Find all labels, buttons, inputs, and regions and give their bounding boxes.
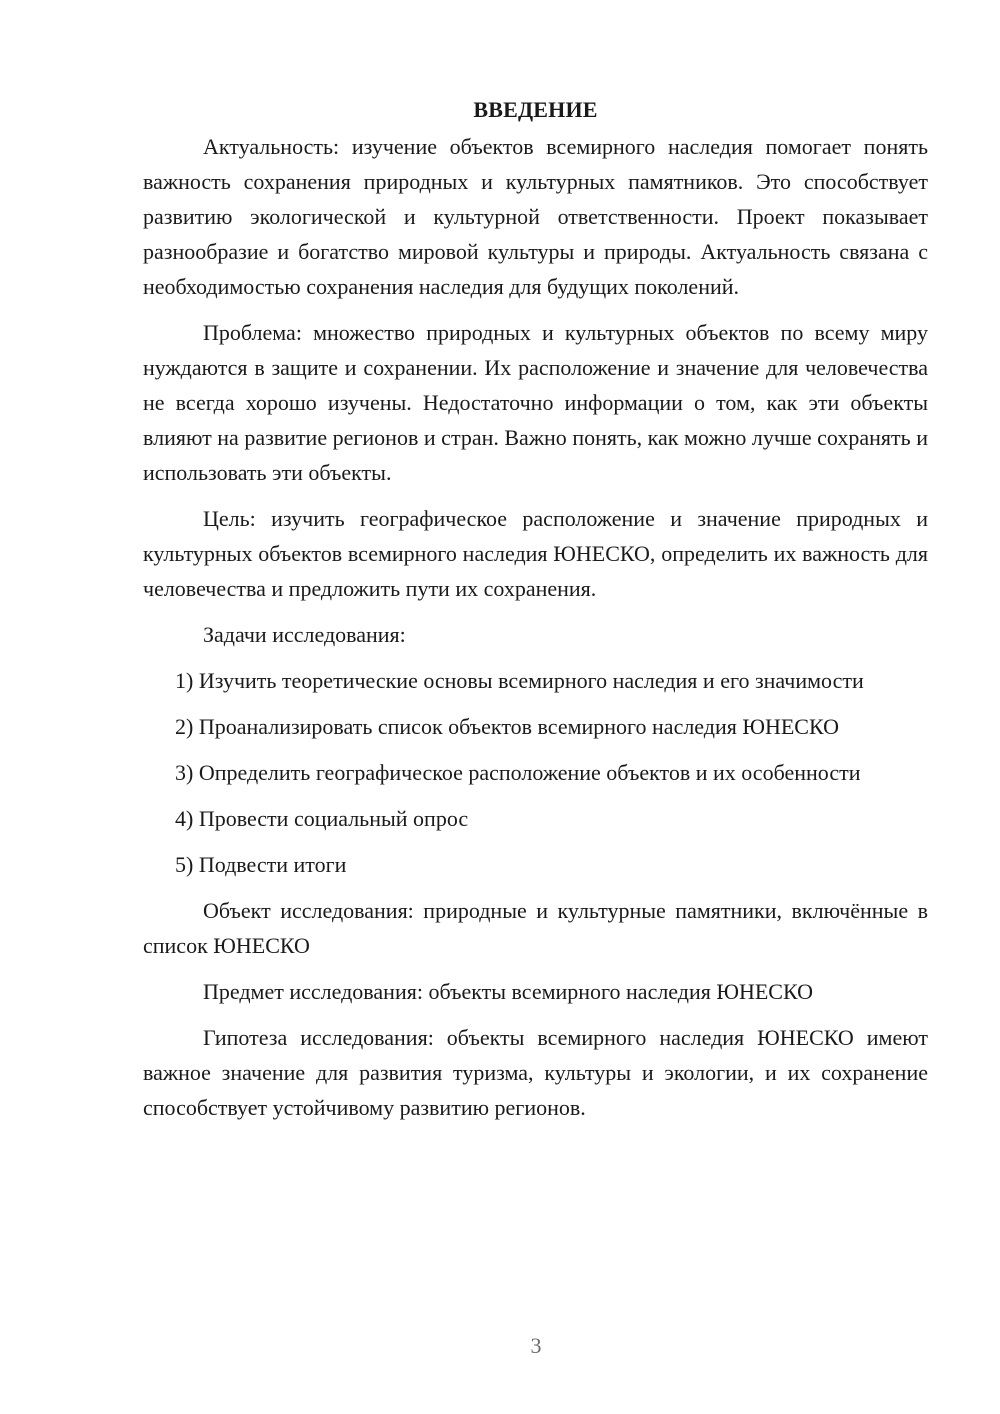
task-item-2: 2) Проанализировать список объектов всемирного наследия ЮНЕСКО (175, 714, 839, 739)
section-title: ВВЕДЕНИЕ (473, 97, 598, 122)
relevance-paragraph: Актуальность: изучение объектов всемирного наследия помогает понять важность сохранения природных и культурных памятников. Это способствует развитию экологической и культурной ответственности. Проект показывает разнообразие и богатство мировой культуры и природы. Актуальность связана с необходимостью сохранения наследия для будущих поколений. (143, 134, 928, 299)
task-item-5: 5) Подвести итоги (175, 852, 347, 877)
task-item-4: 4) Провести социальный опрос (175, 806, 469, 831)
object-paragraph: Объект исследования: природные и культурные памятники, включённые в список ЮНЕСКО (143, 898, 928, 958)
document-page (143, 92, 928, 1125)
goal-paragraph: Цель: изучить географическое расположение и значение природных и культурных объектов всемирного наследия ЮНЕСКО, определить их важность для человечества и предложить пути их сохранения. (143, 506, 928, 601)
hypothesis-paragraph: Гипотеза исследования: объекты всемирного наследия ЮНЕСКО имеют важное значение для развития туризма, культуры и экологии, и их сохранение способствует устойчивому развитию регионов. (143, 1025, 928, 1120)
tasks-heading: Задачи исследования: (203, 622, 406, 647)
page-number: 3 (530, 1333, 542, 1358)
subject-paragraph: Предмет исследования: объекты всемирного наследия ЮНЕСКО (203, 979, 813, 1004)
task-item-3: 3) Определить географическое расположение объектов и их особенности (175, 760, 861, 785)
task-item-1: 1) Изучить теоретические основы всемирного наследия и его значимости (175, 668, 864, 693)
problem-paragraph: Проблема: множество природных и культурных объектов по всему миру нуждаются в защите и сохранении. Их расположение и значение для человечества не всегда хорошо изучены. Недостаточно информации о том, как эти объекты влияют на развитие регионов и стран. Важно понять, как можно лучше сохранять и использовать эти объекты. (143, 320, 928, 485)
